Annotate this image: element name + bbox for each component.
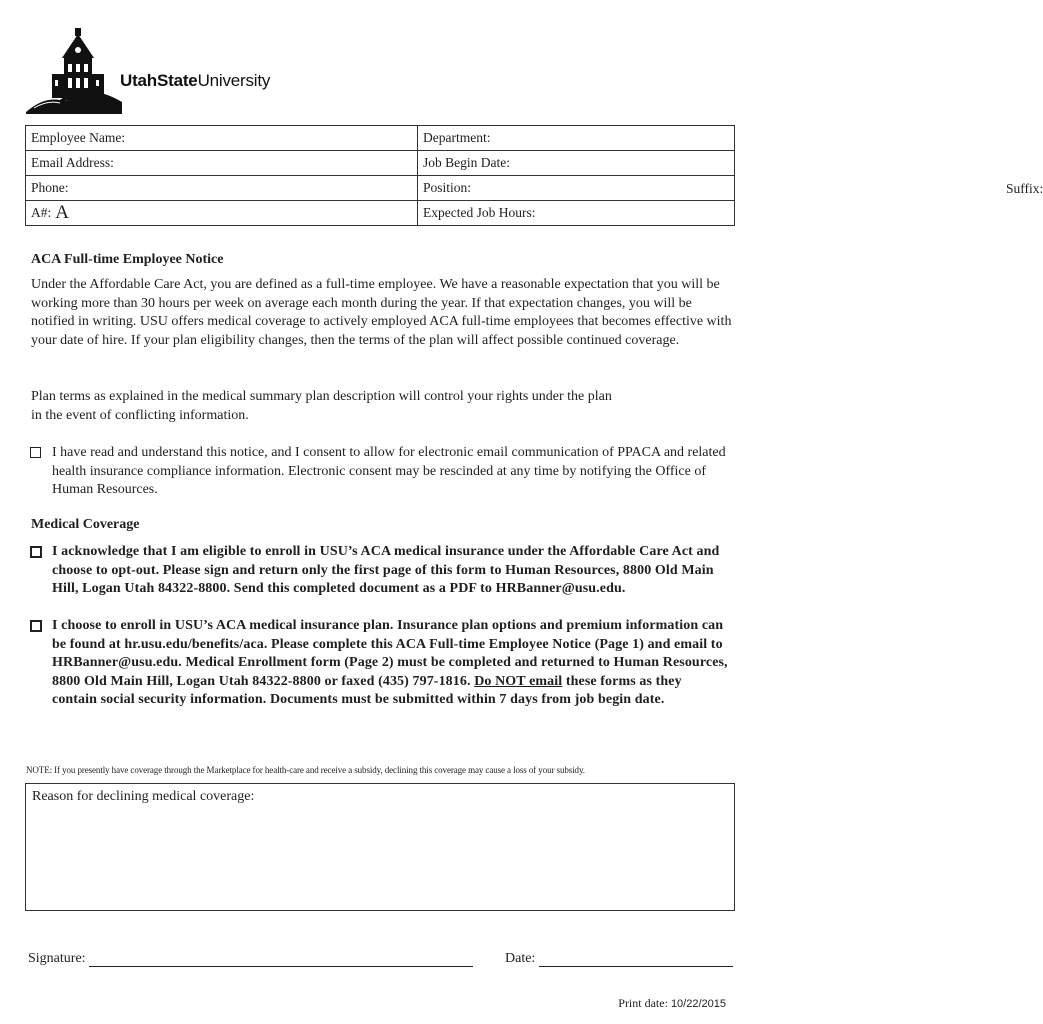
expected-job-hours-label: Expected Job Hours:: [423, 205, 536, 220]
medical-coverage-title: Medical Coverage: [31, 517, 140, 532]
job-begin-date-label: Job Begin Date:: [423, 155, 510, 170]
signature-line[interactable]: [89, 952, 473, 967]
enroll-checkbox-row: [30, 617, 730, 710]
department-label: Department:: [423, 130, 491, 145]
signature-row: [28, 951, 473, 967]
employee-name-label: Employee Name:: [31, 130, 126, 145]
usu-logo: [26, 28, 286, 114]
department-field[interactable]: [418, 126, 735, 151]
consent-checkbox[interactable]: [30, 447, 41, 458]
print-date-value: 10/22/2015: [670, 998, 726, 1010]
consent-text: I have read and understand this notice, and I consent to allow for electronic email communication of PPACA and related health insurance compliance information. Electronic consent may be rescinded at any time by notifying the Office of Human Resources.: [52, 445, 726, 497]
opt-out-checkbox-row: [30, 543, 730, 599]
suffix-label: Suffix:: [1006, 181, 1043, 196]
do-not-email-emphasis: Do NOT email: [474, 673, 563, 689]
position-label: Position:: [423, 180, 472, 195]
email-label: Email Address:: [31, 155, 114, 170]
consent-checkbox-row: [30, 444, 730, 500]
date-label: Date:: [505, 951, 536, 966]
notice-title: ACA Full-time Employee Notice: [31, 252, 224, 267]
a-number-field[interactable]: [26, 201, 418, 226]
enroll-checkbox[interactable]: [30, 620, 42, 632]
reason-for-declining-field[interactable]: [25, 783, 735, 911]
signature-label: Signature:: [28, 951, 86, 966]
expected-job-hours-field[interactable]: [418, 201, 735, 226]
phone-label: Phone:: [31, 180, 69, 195]
reason-label: Reason for declining medical coverage:: [32, 789, 255, 804]
a-number-prefix: A: [55, 202, 69, 223]
date-row: [505, 951, 733, 967]
position-field[interactable]: [418, 176, 1043, 201]
phone-field[interactable]: [26, 176, 418, 201]
employee-name-field[interactable]: [26, 126, 418, 151]
notice-paragraph-1: Under the Affordable Care Act, you are defined as a full-time employee. We have a reasonable expectation that you will be working more than 30 hours per week on average each month during the year. If that expectation changes, you will be notified in writing. USU offers medical coverage to actively employed ACA full-time employees that becomes effective with your date of hire. If your plan eligibility changes, then the terms of the plan will affect possible continued coverage.: [31, 277, 732, 348]
old-main-tower-icon: [26, 28, 126, 114]
employee-info-table: [25, 125, 1043, 226]
date-line[interactable]: [539, 952, 733, 967]
opt-out-text: I acknowledge that I am eligible to enroll in USU’s ACA medical insurance under the Affordable Care Act and choose to opt-out. Please sign and return only the first page of this form to Human Resources, 8800 Old Main Hill, Logan Utah 84322-8800. Send this completed document as a PDF to HRBanner@usu.edu.: [52, 544, 720, 596]
a-number-label: A#:: [31, 205, 52, 220]
job-begin-date-field[interactable]: [418, 151, 735, 176]
notice-paragraph-2: Plan terms as explained in the medical summary plan description will control your rights under the plan in the event of conflicting information.: [31, 389, 612, 423]
print-date-label: Print date:: [618, 996, 668, 1010]
opt-out-checkbox[interactable]: [30, 546, 42, 558]
email-field[interactable]: [26, 151, 418, 176]
university-name: UtahStateUniversity: [120, 71, 271, 90]
print-date: [618, 996, 726, 1011]
marketplace-note: NOTE: If you presently have coverage through the Marketplace for health-care and receive a subsidy, declining this coverage may cause a loss of your subsidy.: [26, 765, 585, 775]
enroll-text: I choose to enroll in USU’s ACA medical insurance plan. Insurance plan options and premium information can be found at hr.usu.edu/benefits/aca. Please complete this ACA Full-time Employee Notice (Page 1) and email to HRBanner@usu.edu. Medical Enrollment form (Page 2) must be completed and returned to Human Resources, 8800 Old Main Hill, Logan Utah 84322-8800 or faxed (435) 797-1816. Do NOT email these forms as they contain social security information. Documents must be submitted within 7 days from job begin date.: [52, 618, 728, 707]
